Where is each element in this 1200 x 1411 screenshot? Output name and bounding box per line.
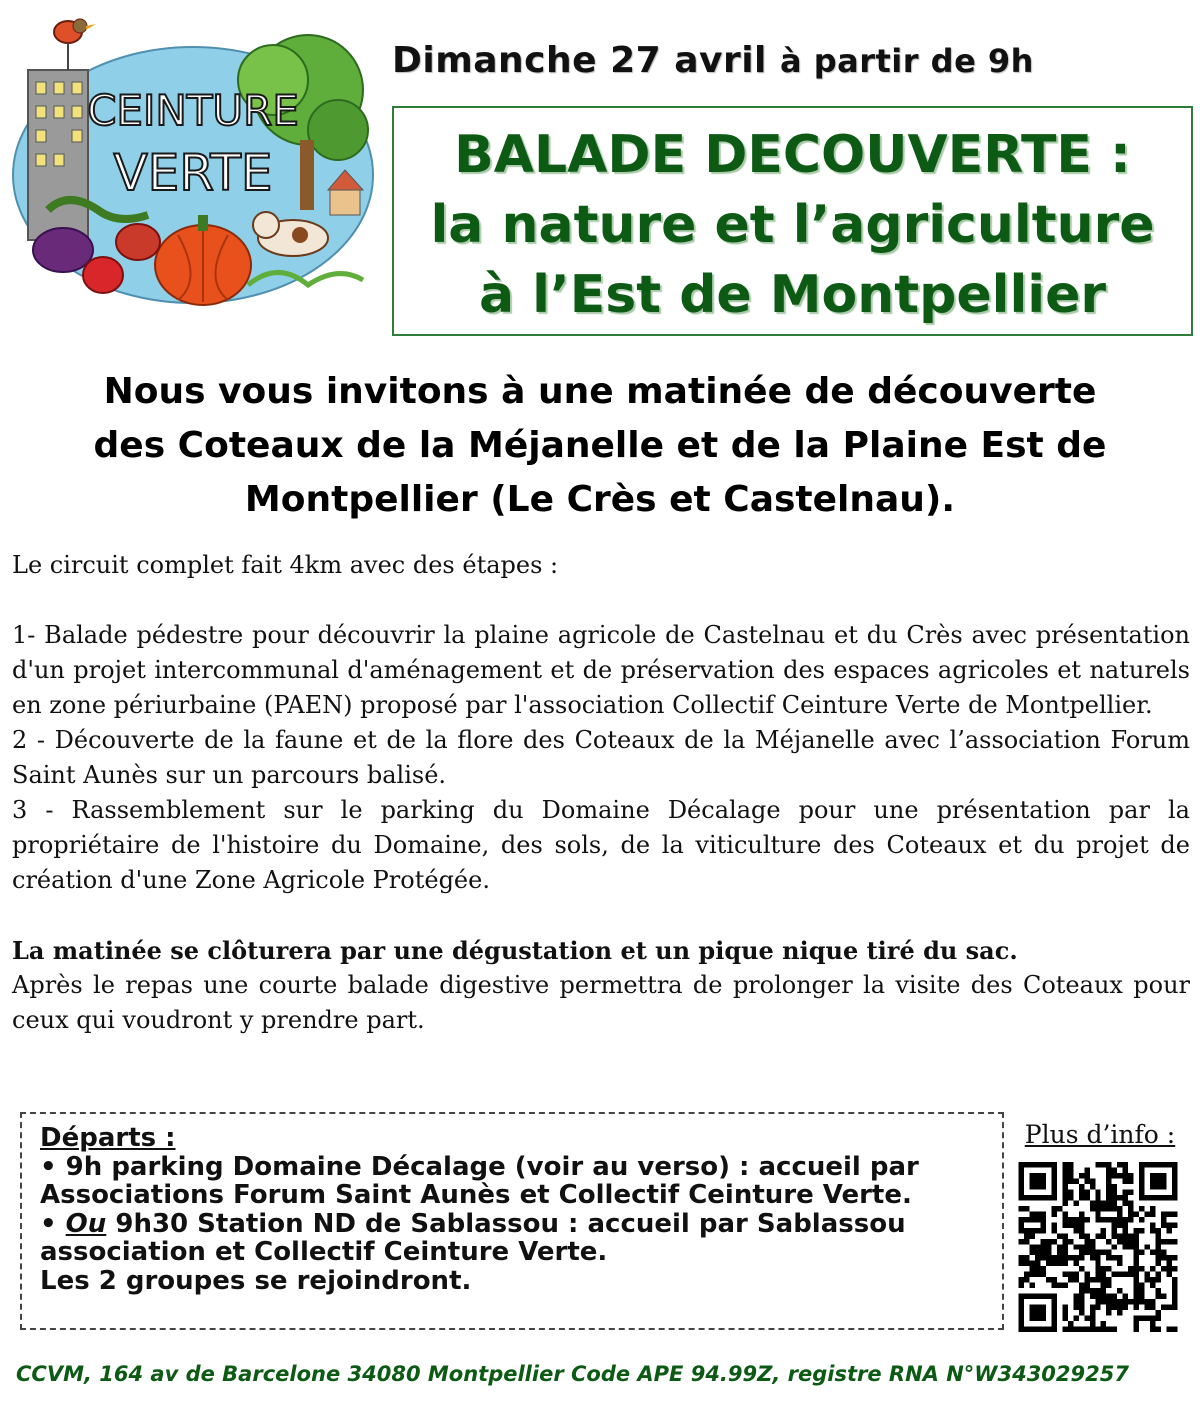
departure-item-2	[40, 1210, 984, 1267]
event-date-rest: à partir de 9h	[779, 42, 1034, 80]
logo-illustration	[8, 10, 378, 310]
departures-join: Les 2 groupes se rejoindront.	[40, 1265, 472, 1296]
departures-heading: Départs :	[40, 1123, 176, 1153]
departure-item-1: • 9h parking Domaine Décalage (voir au verso) : accueil par Associations Forum Saint Aunès et Collectif Ceinture Verte.	[40, 1151, 919, 1210]
footer-legal: CCVM, 164 av de Barcelone 34080 Montpellier Code APE 94.99Z, registre RNA N°W343029257	[16, 1362, 1129, 1386]
event-date	[392, 40, 1192, 81]
description-body	[12, 548, 1190, 1038]
step-2: 2 - Découverte de la faune et de la flore des Coteaux de la Méjanelle avec l’association Forum Saint Aunès sur un parcours balisé.	[12, 726, 1190, 789]
event-date-main: Dimanche 27 avril	[392, 40, 767, 81]
departures-box	[20, 1112, 1004, 1330]
qr-code-icon	[1018, 1162, 1178, 1332]
more-info-label: Plus d’info :	[1024, 1120, 1176, 1149]
departure-item-2-ou: Ou	[65, 1208, 107, 1239]
event-title-box	[392, 106, 1193, 336]
departure-item-2-prefix: •	[40, 1208, 66, 1239]
circuit-summary: Le circuit complet fait 4km avec des étapes :	[12, 551, 559, 579]
logo-text-line2: VERTE	[113, 144, 273, 202]
title-line1: BALADE DECOUVERTE :	[454, 125, 1131, 185]
intro-line1: Nous vous invitons à une matinée de découverte	[103, 371, 1097, 412]
closing-text: Après le repas une courte balade digestive permettra de prolonger la visite des Coteaux pour ceux qui voudront y prendre part.	[12, 971, 1190, 1034]
ceinture-verte-logo	[8, 10, 378, 310]
title-line2: la nature et l’agriculture	[430, 195, 1155, 255]
invitation-intro	[20, 365, 1180, 527]
step-3: 3 - Rassemblement sur le parking du Domaine Décalage pour une présentation par la propriétaire de l'histoire du Domaine, des sols, de la viticulture des Coteaux et du projet de création d'une Zone Agricole Protégée.	[12, 796, 1190, 894]
intro-line2: des Coteaux de la Méjanelle et de la Plaine Est de	[93, 425, 1107, 466]
intro-line3: Montpellier (Le Crès et Castelnau).	[244, 479, 956, 520]
qr-code[interactable]	[1018, 1162, 1178, 1332]
title-line3: à l’Est de Montpellier	[478, 265, 1107, 325]
closing-bold: La matinée se clôturera par une dégustation et un pique nique tiré du sac.	[12, 936, 1018, 965]
step-1: 1- Balade pédestre pour découvrir la plaine agricole de Castelnau et du Crès avec présentation d'un projet intercommunal d'aménagement et de préservation des espaces agricoles et naturels en zone périurbaine (PAEN) proposé par l'association Collectif Ceinture Verte de Montpellier.	[12, 621, 1190, 719]
logo-text-line1: CEINTURE	[87, 86, 299, 135]
departure-item-2-rest: 9h30 Station ND de Sablassou : accueil par Sablassou association et Collectif Ceinture Verte.	[40, 1208, 906, 1267]
